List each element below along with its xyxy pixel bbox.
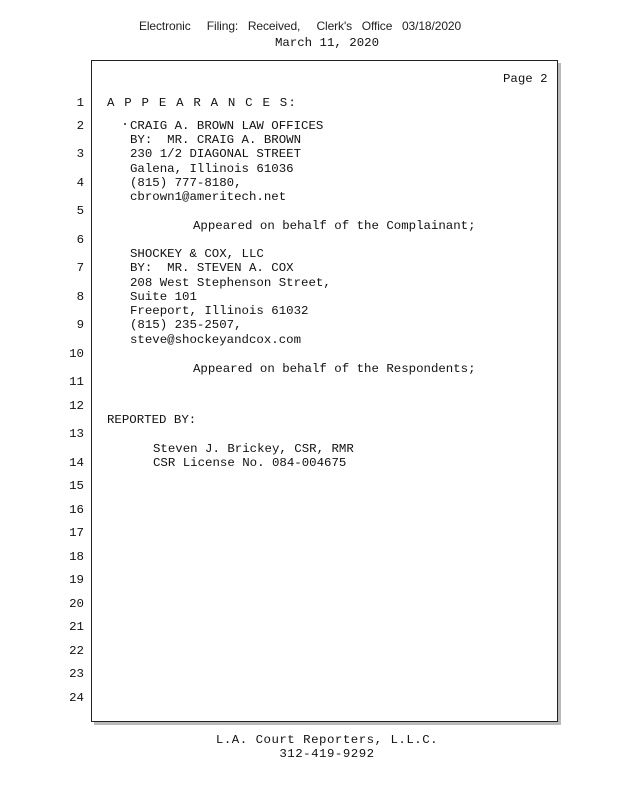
line-number: 8 bbox=[76, 290, 84, 304]
appearances-heading: A P P E A R A N C E S: bbox=[107, 96, 297, 110]
line-number: 17 bbox=[69, 526, 84, 540]
line-number: 11 bbox=[69, 375, 84, 389]
appearance-complainant: Appeared on behalf of the Complainant; bbox=[193, 219, 476, 233]
filing-stamp: Electronic Filing: Received, Clerk's Office 03/18/2020 bbox=[138, 19, 462, 33]
counsel-suite: Suite 101 bbox=[130, 290, 197, 304]
line-number: 10 bbox=[69, 347, 84, 361]
counsel-attorney: BY: MR. CRAIG A. BROWN bbox=[130, 133, 302, 147]
line-number: 4 bbox=[76, 176, 84, 190]
bullet-mark bbox=[124, 123, 126, 125]
line-number: 21 bbox=[69, 620, 84, 634]
line-number: 2 bbox=[76, 119, 84, 133]
counsel-email: steve@shockeyandcox.com bbox=[130, 333, 302, 347]
line-number: 3 bbox=[76, 147, 84, 161]
counsel-phone: (815) 777-8180, bbox=[130, 176, 242, 190]
line-number: 19 bbox=[69, 573, 84, 587]
counsel-email: cbrown1@ameritech.net bbox=[130, 190, 287, 204]
line-number: 20 bbox=[69, 597, 84, 611]
line-number: 6 bbox=[76, 233, 84, 247]
counsel-phone: (815) 235-2507, bbox=[130, 318, 242, 332]
reported-by-heading: REPORTED BY: bbox=[107, 413, 197, 427]
line-number: 24 bbox=[69, 691, 84, 705]
counsel-street: 230 1/2 DIAGONAL STREET bbox=[130, 147, 302, 161]
line-number: 18 bbox=[69, 550, 84, 564]
footer-company: L.A. Court Reporters, L.L.C. bbox=[215, 733, 439, 747]
line-number: 23 bbox=[69, 667, 84, 681]
counsel-firm: CRAIG A. BROWN LAW OFFICES bbox=[130, 119, 324, 133]
header-date: March 11, 2020 bbox=[274, 36, 380, 50]
line-number: 22 bbox=[69, 644, 84, 658]
reporter-license: CSR License No. 084-004675 bbox=[153, 456, 347, 470]
line-number: 15 bbox=[69, 479, 84, 493]
line-number: 9 bbox=[76, 318, 84, 332]
line-number: 14 bbox=[69, 456, 84, 470]
counsel-city: Galena, Illinois 61036 bbox=[130, 162, 294, 176]
counsel-city: Freeport, Illinois 61032 bbox=[130, 304, 309, 318]
counsel-street: 208 West Stephenson Street, bbox=[130, 276, 331, 290]
line-number: 16 bbox=[69, 503, 84, 517]
line-number: 1 bbox=[76, 96, 84, 110]
counsel-firm: SHOCKEY & COX, LLC bbox=[130, 247, 264, 261]
counsel-attorney: BY: MR. STEVEN A. COX bbox=[130, 261, 294, 275]
line-number: 12 bbox=[69, 399, 84, 413]
page-number: Page 2 bbox=[503, 72, 548, 86]
line-number: 13 bbox=[69, 427, 84, 441]
line-number: 7 bbox=[76, 261, 84, 275]
line-number: 5 bbox=[76, 204, 84, 218]
footer-phone: 312-419-9292 bbox=[279, 747, 375, 761]
reporter-name: Steven J. Brickey, CSR, RMR bbox=[153, 442, 354, 456]
appearance-respondents: Appeared on behalf of the Respondents; bbox=[193, 362, 476, 376]
